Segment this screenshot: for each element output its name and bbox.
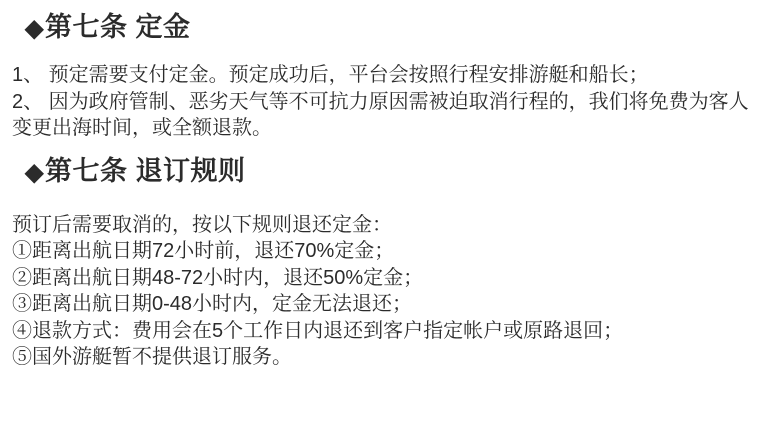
deposit-section-heading-text: 第七条 定金 <box>44 12 191 42</box>
cancellation-rule-1: ①距离出航日期72小时前，退还70%定金； <box>12 240 395 262</box>
deposit-clause-1: 1、 预定需要支付定金。预定成功后，平台会按照行程安排游艇和船长； <box>12 64 649 86</box>
cancellation-section-heading <box>25 156 756 188</box>
cancellation-rule-5: ⑤国外游艇暂不提供退订服务。 <box>12 346 292 368</box>
diamond-bullet-icon: ◆ <box>25 158 44 186</box>
cancellation-intro: 预订后需要取消的，按以下规则退还定金： <box>12 213 392 236</box>
cancellation-section-heading-text: 第七条 退订规则 <box>44 155 246 186</box>
cancellation-rule-3: ③距离出航日期0-48小时内，定金无法退还； <box>12 293 413 315</box>
cancellation-rule-2: ②距离出航日期48-72小时内，退还50%定金； <box>12 266 424 289</box>
section-deposit <box>12 12 756 142</box>
diamond-bullet-icon: ◆ <box>25 15 44 42</box>
deposit-section-heading <box>25 12 756 44</box>
deposit-clause-2: 2、 因为政府管制、恶劣天气等不可抗力原因需被迫取消行程的，我们将免费为客人变更出海时间，或全额退款。 <box>12 90 749 139</box>
cancellation-rule-4: ④退款方式：费用会在5个工作日内退还到客户指定帐户或原路退回； <box>12 319 624 342</box>
section-cancellation <box>12 156 756 371</box>
